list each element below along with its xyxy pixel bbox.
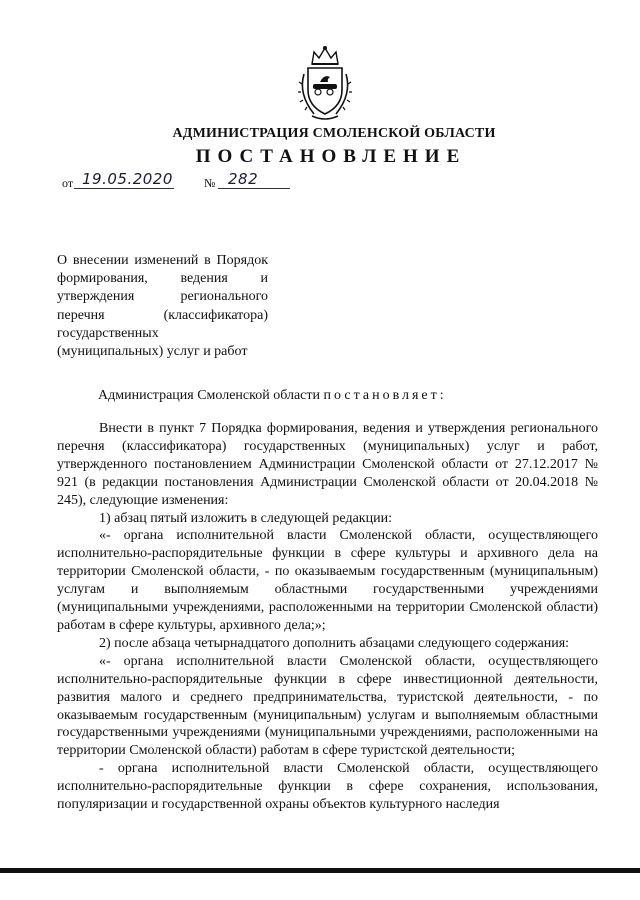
- page-bottom-rule: [0, 868, 640, 873]
- coat-of-arms-icon: [294, 44, 356, 122]
- number-underline: [218, 188, 290, 189]
- body-paragraph: «- органа исполнительной власти Смоленской области, осуществляющего исполнительно-распорядительные функции в сфере инвестиционной деятельности, развития малого и среднего предпринимательства, туристской деятельности, - по оказываемым государственным (муниципальным) услугам и выполняемым областными государственными учреждениями (муниципальными учреждениями, расположенными на территории Смоленской области) работам в сфере туристской деятельности;: [57, 653, 598, 759]
- preamble-text: Администрация Смоленской области: [98, 388, 321, 403]
- number-label: №: [204, 176, 216, 190]
- date-value: 19.05.2020: [82, 170, 173, 188]
- body-paragraph: «- органа исполнительной власти Смоленской области, осуществляющего исполнительно-распорядительные функции в сфере культуры и архивного дела на территории Смоленской области, - по оказываемым государственным (муниципальным) услугам и выполняемым областными государственными учреждениями (муниципальными учреждениями, расположенными на территории Смоленской области) работам в сфере культуры, архивного дела;»;: [57, 528, 598, 633]
- date-number-line: [62, 170, 302, 190]
- organization-name: АДМИНИСТРАЦИЯ СМОЛЕНСКОЙ ОБЛАСТИ: [172, 126, 496, 141]
- body-paragraph: Внести в пункт 7 Порядка формирования, ведения и утверждения регионального перечня (классификатора) государственных (муниципальных) услуг и работ, утвержденного постановлением Администрации Смоленской области от 27.12.2017 № 921 (в редакции постановления Администрации Смоленской области от 20.04.2018 № 245), следующие изменения:: [57, 421, 598, 508]
- document-subject: О внесении изменений в Порядок формирования, ведения и утверждения регионального перечня (классификатора) государственных (муниципальных) услуг и работ: [57, 253, 268, 360]
- preamble: [57, 387, 598, 405]
- body-paragraph: 2) после абзаца четырнадцатого дополнить абзацами следующего содержания:: [99, 635, 570, 651]
- document-type: ПОСТАНОВЛЕНИЕ: [195, 146, 467, 167]
- number-value: 282: [228, 170, 259, 188]
- date-label: от: [62, 176, 74, 190]
- body-paragraph: - органа исполнительной власти Смоленской области, осуществляющего исполнительно-распорядительные функции в сфере сохранения, использования, популяризации и государственной охраны объектов культурного наследия: [57, 761, 598, 813]
- body-paragraph: 1) абзац пятый изложить в следующей редакции:: [99, 510, 392, 526]
- preamble-action: постановляет:: [323, 388, 447, 403]
- date-underline: [74, 188, 174, 189]
- document-body: [57, 420, 598, 814]
